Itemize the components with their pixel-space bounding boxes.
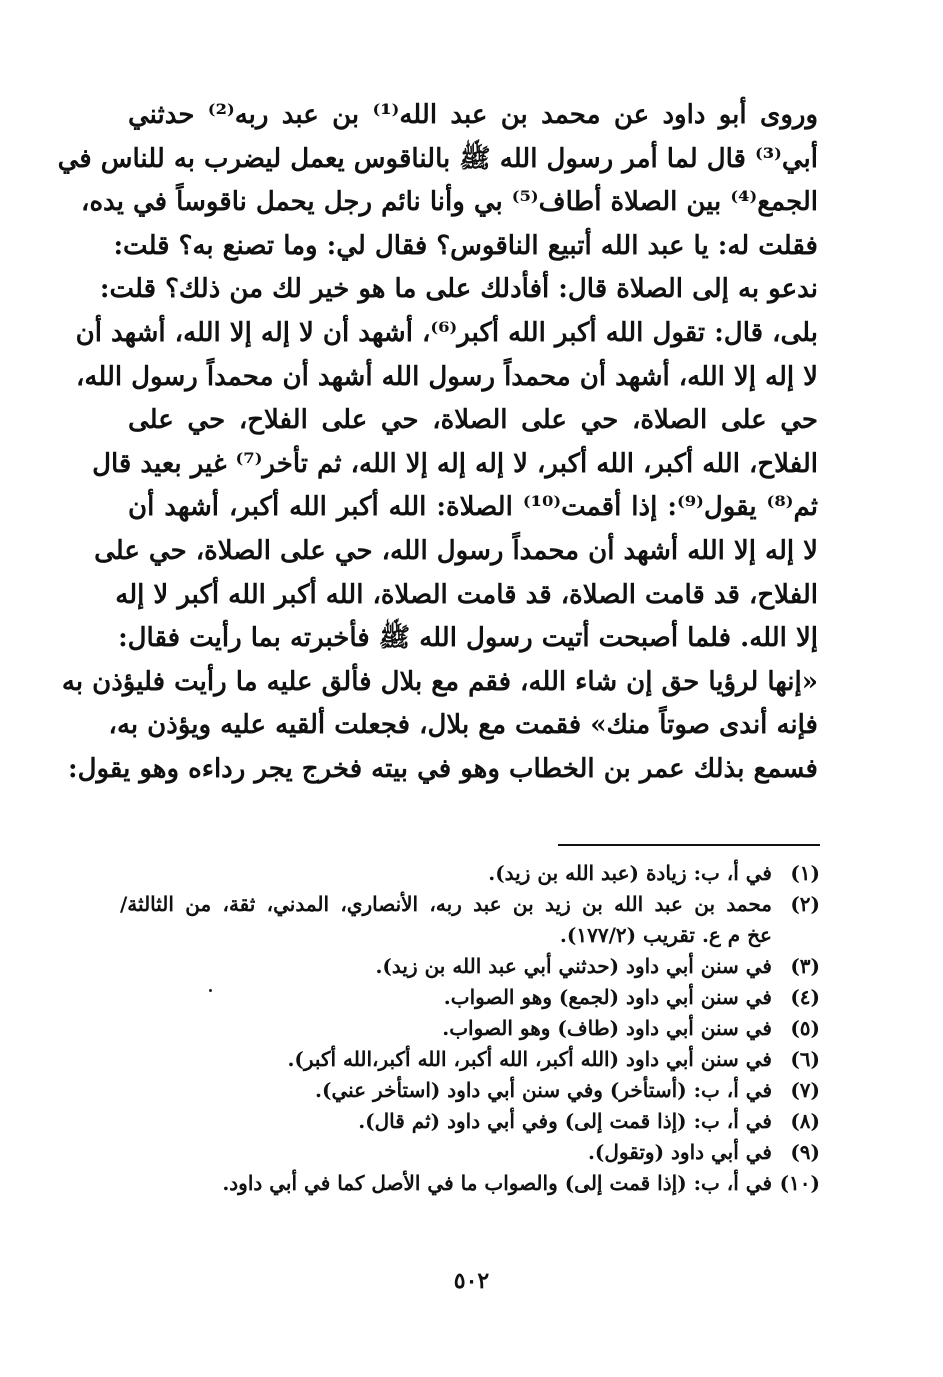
- text-line: لا إله إلا الله أشهد أن محمداً رسول الله، حي على الصلاة، حي على: [94, 535, 818, 566]
- footnote-item: [120, 1044, 820, 1075]
- footnote-text: [120, 1168, 772, 1199]
- footnote-number: (٩): [790, 1140, 820, 1164]
- footnote-line: في سنن أبي داود (لجمع) وهو الصواب.: [443, 985, 772, 1009]
- footnote-number: (١٠): [779, 1171, 820, 1195]
- footnote-number: (٦): [790, 1047, 820, 1071]
- footnote-line: محمد بن عبد الله بن زيد بن عبد ربه، الأنصاري، المدني، ثقة، من الثالثة/: [120, 892, 772, 916]
- footnote-text: [120, 1075, 772, 1106]
- footnote-line: في سنن أبي داود (حدثني أبي عبد الله بن زيد).: [375, 954, 772, 978]
- text-line: فسمع بذلك عمر بن الخطاب وهو في بيته فخرج يجر رداءه وهو يقول:: [68, 753, 818, 784]
- footnote-item: [120, 1075, 820, 1106]
- footnote-text: [120, 1013, 772, 1044]
- text-line: إلا الله. فلما أصبحت أتيت رسول الله ﷺ فأخبرته بما رأيت فقال:: [118, 623, 818, 654]
- footnote-number: (٧): [790, 1078, 820, 1102]
- footnote-text: [120, 1137, 772, 1168]
- text-line: ثم⁽⁸⁾ يقول⁽⁹⁾: إذا أقمت⁽¹⁰⁾ الصلاة: الله أكبر الله أكبر، أشهد أن: [128, 492, 818, 523]
- footnote-item: [120, 982, 820, 1013]
- footnotes: [120, 858, 820, 1199]
- footnote-number: (٥): [790, 1016, 820, 1040]
- footnote-line: في سنن أبي داود (الله أكبر، الله أكبر، الله أكبر،الله أكبر).: [287, 1047, 772, 1071]
- text-line: الفلاح، الله أكبر، الله أكبر، لا إله إله إلا الله، ثم تأخر⁽⁷⁾ غير بعيد قال: [92, 448, 818, 479]
- text-line: وروى أبو داود عن محمد بن عبد الله⁽¹⁾ بن عبد ربه⁽²⁾ حدثني: [128, 100, 818, 130]
- footnote-number: (١): [790, 861, 820, 885]
- footnote-text: [120, 951, 772, 982]
- text-line: ندعو به إلى الصلاة قال: أفأدلك على ما هو خير لك من ذلك؟ قلت:: [99, 274, 818, 305]
- footnote-item: [120, 1013, 820, 1044]
- footnote-line: في سنن أبي داود (طاف) وهو الصواب.: [442, 1016, 772, 1040]
- footnote-text: [120, 982, 772, 1013]
- page-number: ٥٠٢: [453, 1268, 490, 1294]
- footnote-line: عخ م ع. تقريب (١٧٧/٢).: [559, 923, 772, 947]
- text-line: الجمع⁽⁴⁾ بين الصلاة أطاف⁽⁵⁾ بي وأنا نائم رجل يحمل ناقوساً في يده،: [81, 187, 818, 218]
- footnote-number: (٣): [790, 954, 820, 978]
- footnote-text: [120, 1044, 772, 1075]
- text-line: فإنه أندى صوتاً منك» فقمت مع بلال، فجعلت ألقيه عليه ويؤذن به،: [108, 710, 818, 741]
- text-line: «إنها لرؤيا حق إن شاء الله، فقم مع بلال فألق عليه ما رأيت فليؤذن به: [61, 666, 818, 697]
- text-line: فقلت له: يا عبد الله أتبيع الناقوس؟ فقال لي: وما تصنع به؟ قلت:: [113, 230, 818, 261]
- scan-speck: [209, 989, 212, 992]
- footnote-text: [120, 1106, 772, 1137]
- footnote-item: [120, 1168, 820, 1199]
- footnote-item: [120, 858, 820, 889]
- text-line: الفلاح، قد قامت الصلاة، قد قامت الصلاة، الله أكبر الله أكبر لا إله: [115, 579, 818, 610]
- footnote-divider: [558, 844, 820, 846]
- footnote-line: في أ، ب: (إذا قمت إلى) والصواب ما في الأصل كما في أبي داود.: [222, 1171, 772, 1195]
- footnote-item: [120, 889, 820, 951]
- footnote-number: (٢): [790, 892, 820, 916]
- footnote-line: في أبي داود (وتقول).: [587, 1140, 772, 1164]
- footnote-item: [120, 1137, 820, 1168]
- footnote-item: [120, 1106, 820, 1137]
- text-line: حي على الصلاة، حي على الصلاة، حي على الفلاح، حي على: [128, 405, 818, 436]
- footnote-line: في أ، ب: زيادة (عبد الله بن زيد).: [488, 861, 772, 885]
- main-text: [57, 94, 818, 792]
- footnote-number: (٨): [790, 1109, 820, 1133]
- footnote-item: [120, 951, 820, 982]
- footnote-text: [120, 858, 772, 889]
- footnote-line: في أ، ب: (أستأخر) وفي سنن أبي داود (استأخر عني).: [315, 1078, 772, 1102]
- footnote-number: (٤): [790, 985, 820, 1009]
- footnote-line: في أ، ب: (إذا قمت إلى) وفي أبي داود (ثم قال).: [358, 1109, 772, 1133]
- text-line: بلى، قال: تقول الله أكبر الله أكبر⁽⁶⁾، أشهد أن لا إله إلا الله، أشهد أن: [75, 317, 818, 348]
- footnote-text: [120, 889, 772, 951]
- text-line: أبي⁽³⁾ قال لما أمر رسول الله ﷺ بالناقوس يعمل ليضرب به للناس في: [57, 143, 818, 174]
- text-line: لا إله إلا الله، أشهد أن محمداً رسول الله أشهد أن محمداً رسول الله،: [76, 361, 818, 392]
